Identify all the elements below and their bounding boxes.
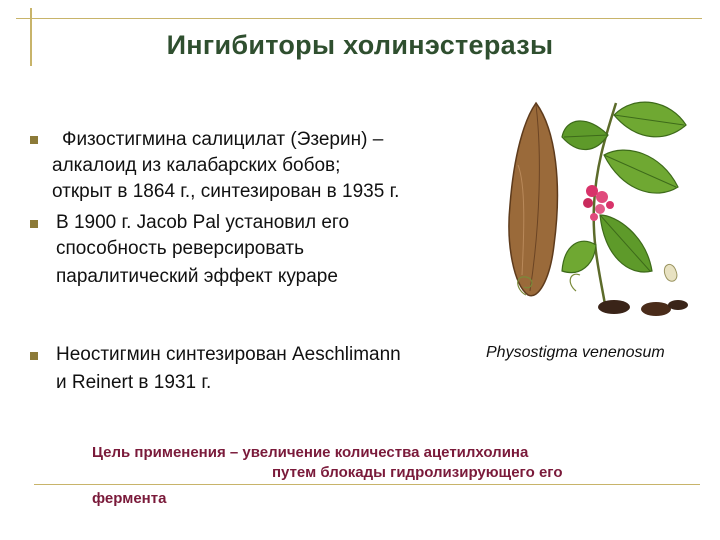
beans-icon bbox=[598, 300, 688, 316]
purpose-line-1: Цель применения – увеличение количества ацетилхолина bbox=[92, 444, 529, 461]
bullet-marker bbox=[30, 352, 38, 360]
bullet-3-line-2: и Reinert в 1931 г. bbox=[56, 372, 212, 393]
purpose-line-2: путем блокады гидролизирующего его bbox=[272, 464, 563, 481]
bullet-3-line-1: Неостигмин синтезирован Aeschlimann bbox=[56, 344, 401, 365]
plant-illustration bbox=[496, 95, 696, 325]
bullet-1-line-3: открыт в 1864 г., синтезирован в 1935 г. bbox=[52, 181, 400, 202]
leaf-icon bbox=[562, 241, 596, 272]
leaf-icon bbox=[600, 215, 652, 272]
flower-detail-icon bbox=[664, 264, 677, 281]
seed-pod-icon bbox=[509, 103, 557, 296]
bullet-1-line-1: Физостигмина салицилат (Эзерин) – bbox=[62, 129, 384, 150]
leaf-icon bbox=[614, 102, 686, 137]
bullet-2-line-1: В 1900 г. Jacob Pal установил его bbox=[56, 212, 350, 233]
bullet-marker bbox=[30, 220, 38, 228]
bullet-2-line-2: способность реверсировать bbox=[56, 238, 304, 259]
image-caption: Physostigma venenosum bbox=[486, 344, 665, 361]
leaf-icon bbox=[562, 121, 608, 150]
decorative-bottom-line bbox=[34, 484, 700, 485]
tendril bbox=[570, 274, 580, 291]
leaf-icon bbox=[604, 150, 678, 193]
decorative-top-line bbox=[16, 18, 702, 19]
bullet-2-line-3: паралитический эффект кураре bbox=[56, 266, 338, 287]
bullet-marker bbox=[30, 136, 38, 144]
purpose-line-3: фермента bbox=[92, 490, 167, 507]
slide-title: Ингибиторы холинэстеразы bbox=[166, 30, 554, 60]
bullet-1-line-2: алкалоид из калабарских бобов; bbox=[52, 155, 341, 176]
flower-cluster-icon bbox=[583, 185, 614, 221]
